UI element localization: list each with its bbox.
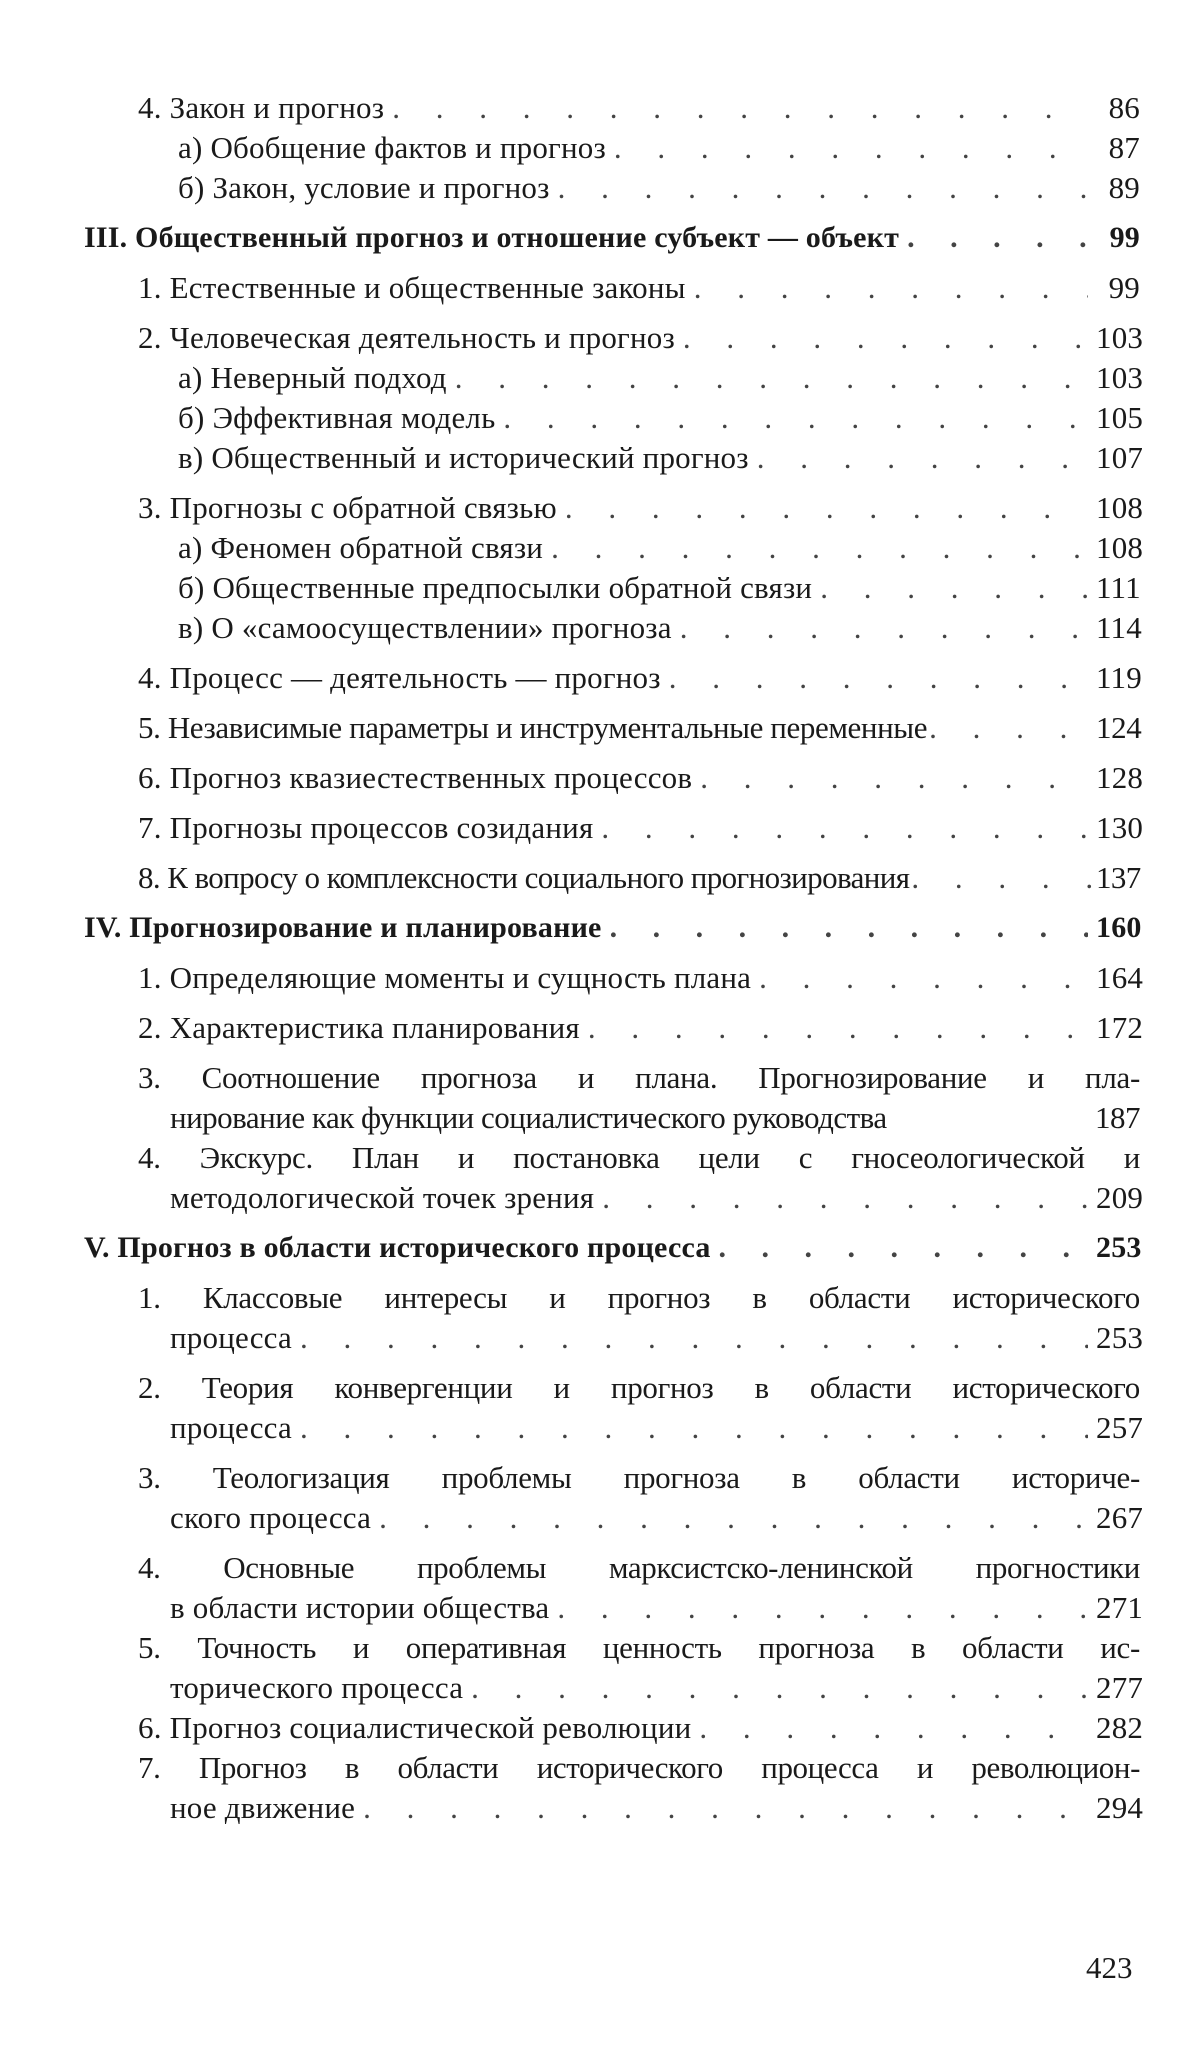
- entry-page: 282: [1096, 1710, 1144, 1745]
- entry-title: К вопросу о комплексности социального прогнозирования: [167, 860, 910, 895]
- toc-entry: [0, 1058, 1200, 1138]
- toc-entry: [0, 608, 1200, 648]
- toc-entry: [0, 1458, 1200, 1538]
- entry-title-line1: Экскурс. План и постановка цели с гносеологической и: [199, 1140, 1141, 1175]
- dot-leader: [757, 438, 1088, 478]
- entry-number: б): [178, 400, 205, 435]
- entry-number: 6.: [138, 760, 162, 795]
- entry-page: 99: [1109, 221, 1140, 254]
- toc-entry: [0, 488, 1200, 528]
- toc-chapter: [0, 218, 1200, 258]
- entry-page: 267: [1096, 1500, 1144, 1535]
- entry-title: О «самоосуществлении» прогноза: [211, 610, 672, 645]
- entry-page: 107: [1096, 440, 1144, 475]
- entry-page: 128: [1096, 760, 1144, 795]
- entry-title: Закон и прогноз: [169, 90, 385, 125]
- entry-number: 7.: [138, 810, 162, 845]
- toc-entry: [0, 958, 1200, 998]
- toc-entry: [0, 318, 1200, 358]
- entry-title: нирование как функции социалистического руководства: [170, 1100, 887, 1135]
- toc-entry: [0, 1548, 1200, 1628]
- chapter-number: III.: [84, 221, 128, 254]
- entry-page: 108: [1096, 530, 1144, 565]
- entry-title: Эффективная модель: [212, 400, 496, 435]
- chapter-number: IV.: [84, 911, 122, 944]
- toc-entry: [0, 1748, 1200, 1828]
- toc-entry: [0, 858, 1200, 898]
- dot-leader: [911, 858, 1094, 898]
- entry-page: 257: [1096, 1410, 1144, 1445]
- entry-number: б): [178, 170, 205, 205]
- dot-leader: [379, 1498, 1088, 1538]
- entry-page: 277: [1096, 1670, 1144, 1705]
- entry-number: 4.: [138, 1550, 161, 1585]
- toc-entry: [0, 658, 1200, 698]
- dot-leader: [719, 1228, 1088, 1268]
- toc-entry: [0, 398, 1200, 438]
- entry-number: а): [178, 530, 203, 565]
- toc-entry: [0, 1708, 1200, 1748]
- entry-page: 172: [1096, 1010, 1144, 1045]
- entry-page: 294: [1096, 1790, 1144, 1825]
- entry-page: 253: [1096, 1320, 1144, 1355]
- dot-leader: [300, 1408, 1088, 1448]
- entry-page: 114: [1096, 610, 1142, 645]
- entry-title: Прогноз социалистической революции: [169, 1710, 692, 1745]
- dot-leader: [614, 128, 1088, 168]
- entry-page: 89: [1108, 170, 1140, 205]
- dot-leader: [455, 358, 1088, 398]
- toc-chapter: [0, 908, 1200, 948]
- entry-title-line1: Теологизация проблемы прогноза в области историче-: [212, 1460, 1140, 1495]
- entry-number: 2.: [138, 1370, 161, 1405]
- chapter-number: V.: [84, 1231, 110, 1264]
- dot-leader: [907, 218, 1088, 258]
- entry-page: 137: [1096, 860, 1141, 895]
- toc-entry: [0, 1138, 1200, 1218]
- entry-page: 164: [1096, 960, 1144, 995]
- toc-entry: [0, 1368, 1200, 1448]
- entry-page: 209: [1096, 1180, 1144, 1215]
- entry-title: Естественные и общественные законы: [169, 270, 686, 305]
- table-of-contents: [0, 88, 1200, 1828]
- dot-leader: [471, 1668, 1088, 1708]
- toc-entry: [0, 528, 1200, 568]
- toc-entry: [0, 568, 1200, 608]
- entry-title: ского процесса: [170, 1500, 372, 1535]
- entry-title: торического процесса: [170, 1670, 464, 1705]
- entry-number: 1.: [138, 270, 162, 305]
- entry-title: Феномен обратной связи: [210, 530, 544, 565]
- page-number: 423: [1086, 1950, 1133, 1985]
- dot-leader: [551, 528, 1088, 568]
- entry-title: в области истории общества: [170, 1590, 550, 1625]
- entry-title-line1: Прогноз в области исторического процесса и революцион-: [198, 1750, 1140, 1785]
- dot-leader: [700, 758, 1088, 798]
- entry-title: Прогнозы процессов созидания: [169, 810, 594, 845]
- dot-leader: [680, 608, 1088, 648]
- entry-number: в): [178, 610, 204, 645]
- entry-number: 2.: [138, 1010, 162, 1045]
- entry-page: 130: [1096, 810, 1144, 845]
- entry-title: Общественные предпосылки обратной связи: [212, 570, 813, 605]
- entry-page: 103: [1096, 360, 1144, 395]
- entry-page: 271: [1096, 1590, 1144, 1625]
- entry-title: процесса: [170, 1410, 292, 1445]
- dot-leader: [588, 1008, 1088, 1048]
- entry-number: 2.: [138, 320, 162, 355]
- entry-number: а): [178, 360, 203, 395]
- dot-leader: [929, 708, 1094, 748]
- toc-entry: [0, 1008, 1200, 1048]
- dot-leader: [683, 318, 1088, 358]
- entry-number: 4.: [138, 1140, 161, 1175]
- entry-title: ное движение: [170, 1790, 356, 1825]
- toc-entry: [0, 1628, 1200, 1708]
- entry-number: 1.: [138, 960, 162, 995]
- entry-number: 3.: [138, 1460, 161, 1495]
- chapter-title: Общественный прогноз и отношение субъект — объект: [135, 221, 900, 254]
- entry-title: Характеристика планирования: [169, 1010, 580, 1045]
- entry-title: Прогнозы с обратной связью: [169, 490, 557, 525]
- toc-entry: [0, 358, 1200, 398]
- entry-title: Обобщение фактов и прогноз: [210, 130, 606, 165]
- entry-page: 105: [1096, 400, 1144, 435]
- entry-page: 99: [1108, 270, 1140, 305]
- entry-page: 86: [1108, 90, 1140, 125]
- entry-title-line1: Основные проблемы марксистско-ленинской прогностики: [223, 1550, 1140, 1585]
- toc-entry: [0, 438, 1200, 478]
- entry-title: Прогноз квазиестественных процессов: [169, 760, 693, 795]
- toc-entry: [0, 708, 1200, 748]
- entry-number: 1.: [138, 1280, 161, 1315]
- dot-leader: [610, 908, 1088, 948]
- dot-leader: [694, 268, 1088, 308]
- entry-number: 3.: [138, 1060, 161, 1095]
- entry-number: 5.: [138, 710, 161, 745]
- entry-number: 6.: [138, 1710, 162, 1745]
- entry-number: а): [178, 130, 203, 165]
- toc-entry: [0, 758, 1200, 798]
- entry-number: в): [178, 440, 204, 475]
- entry-number: 5.: [138, 1630, 161, 1665]
- entry-title-line1: Теория конвергенции и прогноз в области исторического: [201, 1370, 1141, 1405]
- entry-title: Определяющие моменты и сущность плана: [169, 960, 752, 995]
- entry-page: 124: [1096, 710, 1142, 745]
- entry-number: 4.: [138, 90, 162, 125]
- entry-title: процесса: [170, 1320, 292, 1355]
- entry-number: 3.: [138, 490, 162, 525]
- entry-title: Человеческая деятельность и прогноз: [169, 320, 675, 355]
- toc-entry: [0, 168, 1200, 208]
- dot-leader: [820, 568, 1088, 608]
- toc-entry: [0, 808, 1200, 848]
- entry-page: 108: [1096, 490, 1144, 525]
- entry-number: 7.: [138, 1750, 161, 1785]
- entry-number: 8.: [138, 860, 161, 895]
- entry-page: 160: [1096, 911, 1142, 944]
- dot-leader: [759, 958, 1088, 998]
- dot-leader: [300, 1318, 1088, 1358]
- toc-entry: [0, 88, 1200, 128]
- entry-page: 119: [1096, 660, 1142, 695]
- toc-entry: [0, 1278, 1200, 1358]
- dot-leader: [669, 658, 1088, 698]
- entry-page: 187: [1095, 1100, 1140, 1135]
- entry-number: 4.: [138, 660, 162, 695]
- toc-chapter: [0, 1228, 1200, 1268]
- entry-title: методологической точек зрения: [170, 1180, 595, 1215]
- entry-page: 253: [1096, 1231, 1142, 1264]
- entry-title: Независимые параметры и инструментальные переменные: [167, 710, 928, 745]
- chapter-title: Прогнозирование и планирование: [129, 911, 602, 944]
- entry-page: 87: [1108, 130, 1140, 165]
- entry-page: 103: [1096, 320, 1144, 355]
- dot-leader: [699, 1708, 1088, 1748]
- dot-leader: [363, 1788, 1088, 1828]
- entry-title: Процесс — деятельность — прогноз: [169, 660, 661, 695]
- entry-title: Общественный и исторический прогноз: [211, 440, 749, 475]
- dot-leader: [602, 1178, 1088, 1218]
- dot-leader: [557, 1588, 1088, 1628]
- entry-number: б): [178, 570, 205, 605]
- entry-title-line1: Классовые интересы и прогноз в области исторического: [202, 1280, 1141, 1315]
- dot-leader: [565, 488, 1088, 528]
- entry-title-line1: Точность и оперативная ценность прогноза в области ис-: [197, 1630, 1141, 1665]
- entry-title: Закон, условие и прогноз: [212, 170, 550, 205]
- toc-entry: [0, 128, 1200, 168]
- dot-leader: [601, 808, 1088, 848]
- entry-title-line1: Соотношение прогноза и плана. Прогнозирование и пла-: [201, 1060, 1141, 1095]
- entry-page: 111: [1096, 570, 1141, 605]
- chapter-title: Прогноз в области исторического процесса: [117, 1231, 711, 1264]
- entry-title: Неверный подход: [210, 360, 447, 395]
- dot-leader: [558, 168, 1088, 208]
- dot-leader: [392, 88, 1088, 128]
- toc-entry: [0, 268, 1200, 308]
- dot-leader: [503, 398, 1088, 438]
